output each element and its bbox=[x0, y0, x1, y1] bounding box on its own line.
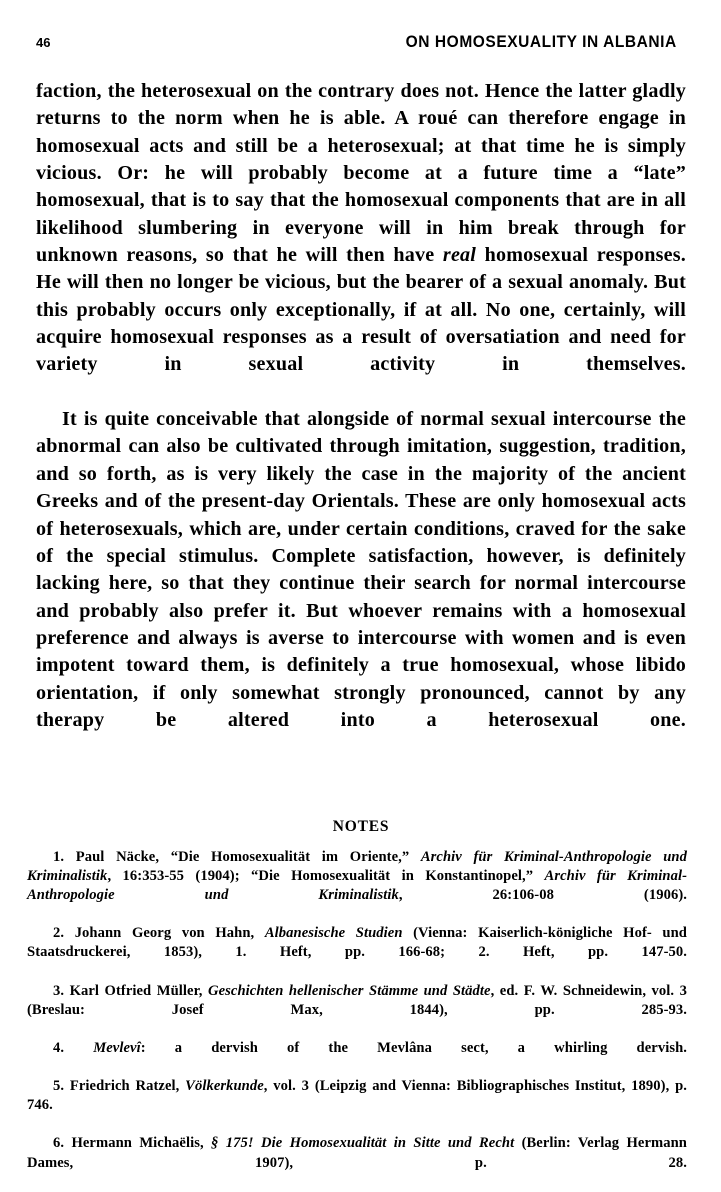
running-head-title: ON HOMOSEXUALITY IN ALBANIA bbox=[405, 33, 677, 51]
paragraph-1-text-a: faction, the heterosexual on the contrary does not. Hence the latter gladly returns to the norm when he is able. A roué can therefore engage in homosexual acts and still be a heterosexual; at that time he is simply vicious. Or: he will probably become at a future time a “late” homosexual, that is to say that the homosexual components that are in all likelihood slumbering in everyone will in him break through for unknown reasons, so that he will then have bbox=[36, 80, 686, 267]
note-item-2 bbox=[27, 924, 687, 981]
note-6-number: 6. bbox=[53, 1135, 65, 1152]
paragraph-1-text-b: homosexual responses. He will then no longer be vicious, but the bearer of a sexual anomaly. But this probably occurs only exceptionally, if at all. No one, certainly, will acquire homosexual responses as a result of oversatiation and need for variety in sexual activity in themselves. bbox=[36, 244, 686, 376]
note-4-number: 4. bbox=[53, 1039, 65, 1056]
paragraph-1-emphasis: real bbox=[442, 244, 477, 267]
note-1-number: 1. bbox=[53, 849, 65, 865]
note-2-seg1: Johann Georg von Hahn, bbox=[64, 925, 265, 942]
note-5-seg2: , vol. 3 (Leipzig and Vienna: Bibliographisches Institut, 1890), p. 746. bbox=[27, 1078, 687, 1114]
note-item-5 bbox=[27, 1077, 687, 1134]
note-5-seg1: Friedrich Ratzel, bbox=[64, 1078, 186, 1095]
note-6-seg1: Hermann Michaëlis, bbox=[64, 1135, 212, 1152]
note-4-seg1 bbox=[64, 1040, 93, 1056]
body-text bbox=[36, 78, 686, 762]
note-5-title-1: Völkerkunde bbox=[185, 1078, 264, 1095]
note-item-6 bbox=[27, 1134, 687, 1191]
note-item-3 bbox=[27, 982, 687, 1039]
note-3-number: 3. bbox=[53, 982, 65, 999]
notes-heading: NOTES bbox=[332, 818, 390, 835]
note-6-seg2: (Berlin: Verlag Hermann Dames, 1907), p. 28. bbox=[27, 1135, 687, 1171]
notes-list bbox=[27, 848, 687, 1192]
note-2-number: 2. bbox=[53, 925, 65, 942]
note-item-1 bbox=[27, 848, 687, 924]
note-1-seg1: Paul Näcke, “Die Homosexualität im Oriente,” bbox=[64, 849, 421, 865]
page-number: 46 bbox=[36, 35, 51, 50]
note-1-seg2: , 16:353-55 (1904); “Die Homosexualität in Konstantinopel,” bbox=[107, 868, 545, 885]
note-6-title-1: § 175! Die Homosexualität in Sitte und Recht bbox=[211, 1135, 515, 1152]
running-head bbox=[36, 33, 685, 55]
note-1-title-1: Archiv für Kriminal-Anthropologie und Kriminalistik bbox=[27, 849, 687, 885]
paragraph-2: It is quite conceivable that alongside of normal sexual intercourse the abnormal can also be cultivated through imitation, suggestion, tradition, and so forth, as is very likely the case in the majority of the ancient Greeks and of the present-day Orientals. These are only homosexual acts of heterosexuals, which are, under certain conditions, craved for the sake of the special stimulus. Complete satisfaction, however, is definitely lacking here, so that they continue their search for normal intercourse and probably also prefer it. But whoever remains with a homosexual preference and always is averse to intercourse with women and is even impotent toward them, is definitely a true homosexual, whose libido orientation, if only somewhat strongly pronounced, cannot by any therapy be altered into a heterosexual one. bbox=[36, 408, 686, 731]
note-2-title-1: Albanesische Studien bbox=[264, 925, 403, 942]
note-3-title-1: Geschichten hellenischer Stämme und Städte bbox=[208, 982, 491, 999]
note-1-title-2: Archiv für Kriminal-Anthropologie und Kriminalistik bbox=[27, 868, 688, 904]
note-1-seg3: , 26:106-08 (1906). bbox=[398, 887, 687, 904]
note-4-title-1: Mevlevî bbox=[93, 1039, 141, 1056]
paragraph-1 bbox=[36, 78, 686, 406]
note-2-seg2: (Vienna: Kaiserlich-königliche Hof- und Staatsdruckerei, 1853), 1. Heft, pp. 166-68; 2. Heft, pp. 147-50. bbox=[27, 925, 687, 961]
note-3-seg2: , ed. F. W. Schneidewin, vol. 3 (Breslau: Josef Max, 1844), pp. 285-93. bbox=[27, 982, 688, 1018]
note-item-4 bbox=[27, 1039, 687, 1077]
note-4-seg2: : a dervish of the Mevlâna sect, a whirling dervish. bbox=[140, 1039, 687, 1056]
note-3-seg1: Karl Otfried Müller, bbox=[64, 982, 209, 999]
note-5-number: 5. bbox=[53, 1078, 65, 1095]
